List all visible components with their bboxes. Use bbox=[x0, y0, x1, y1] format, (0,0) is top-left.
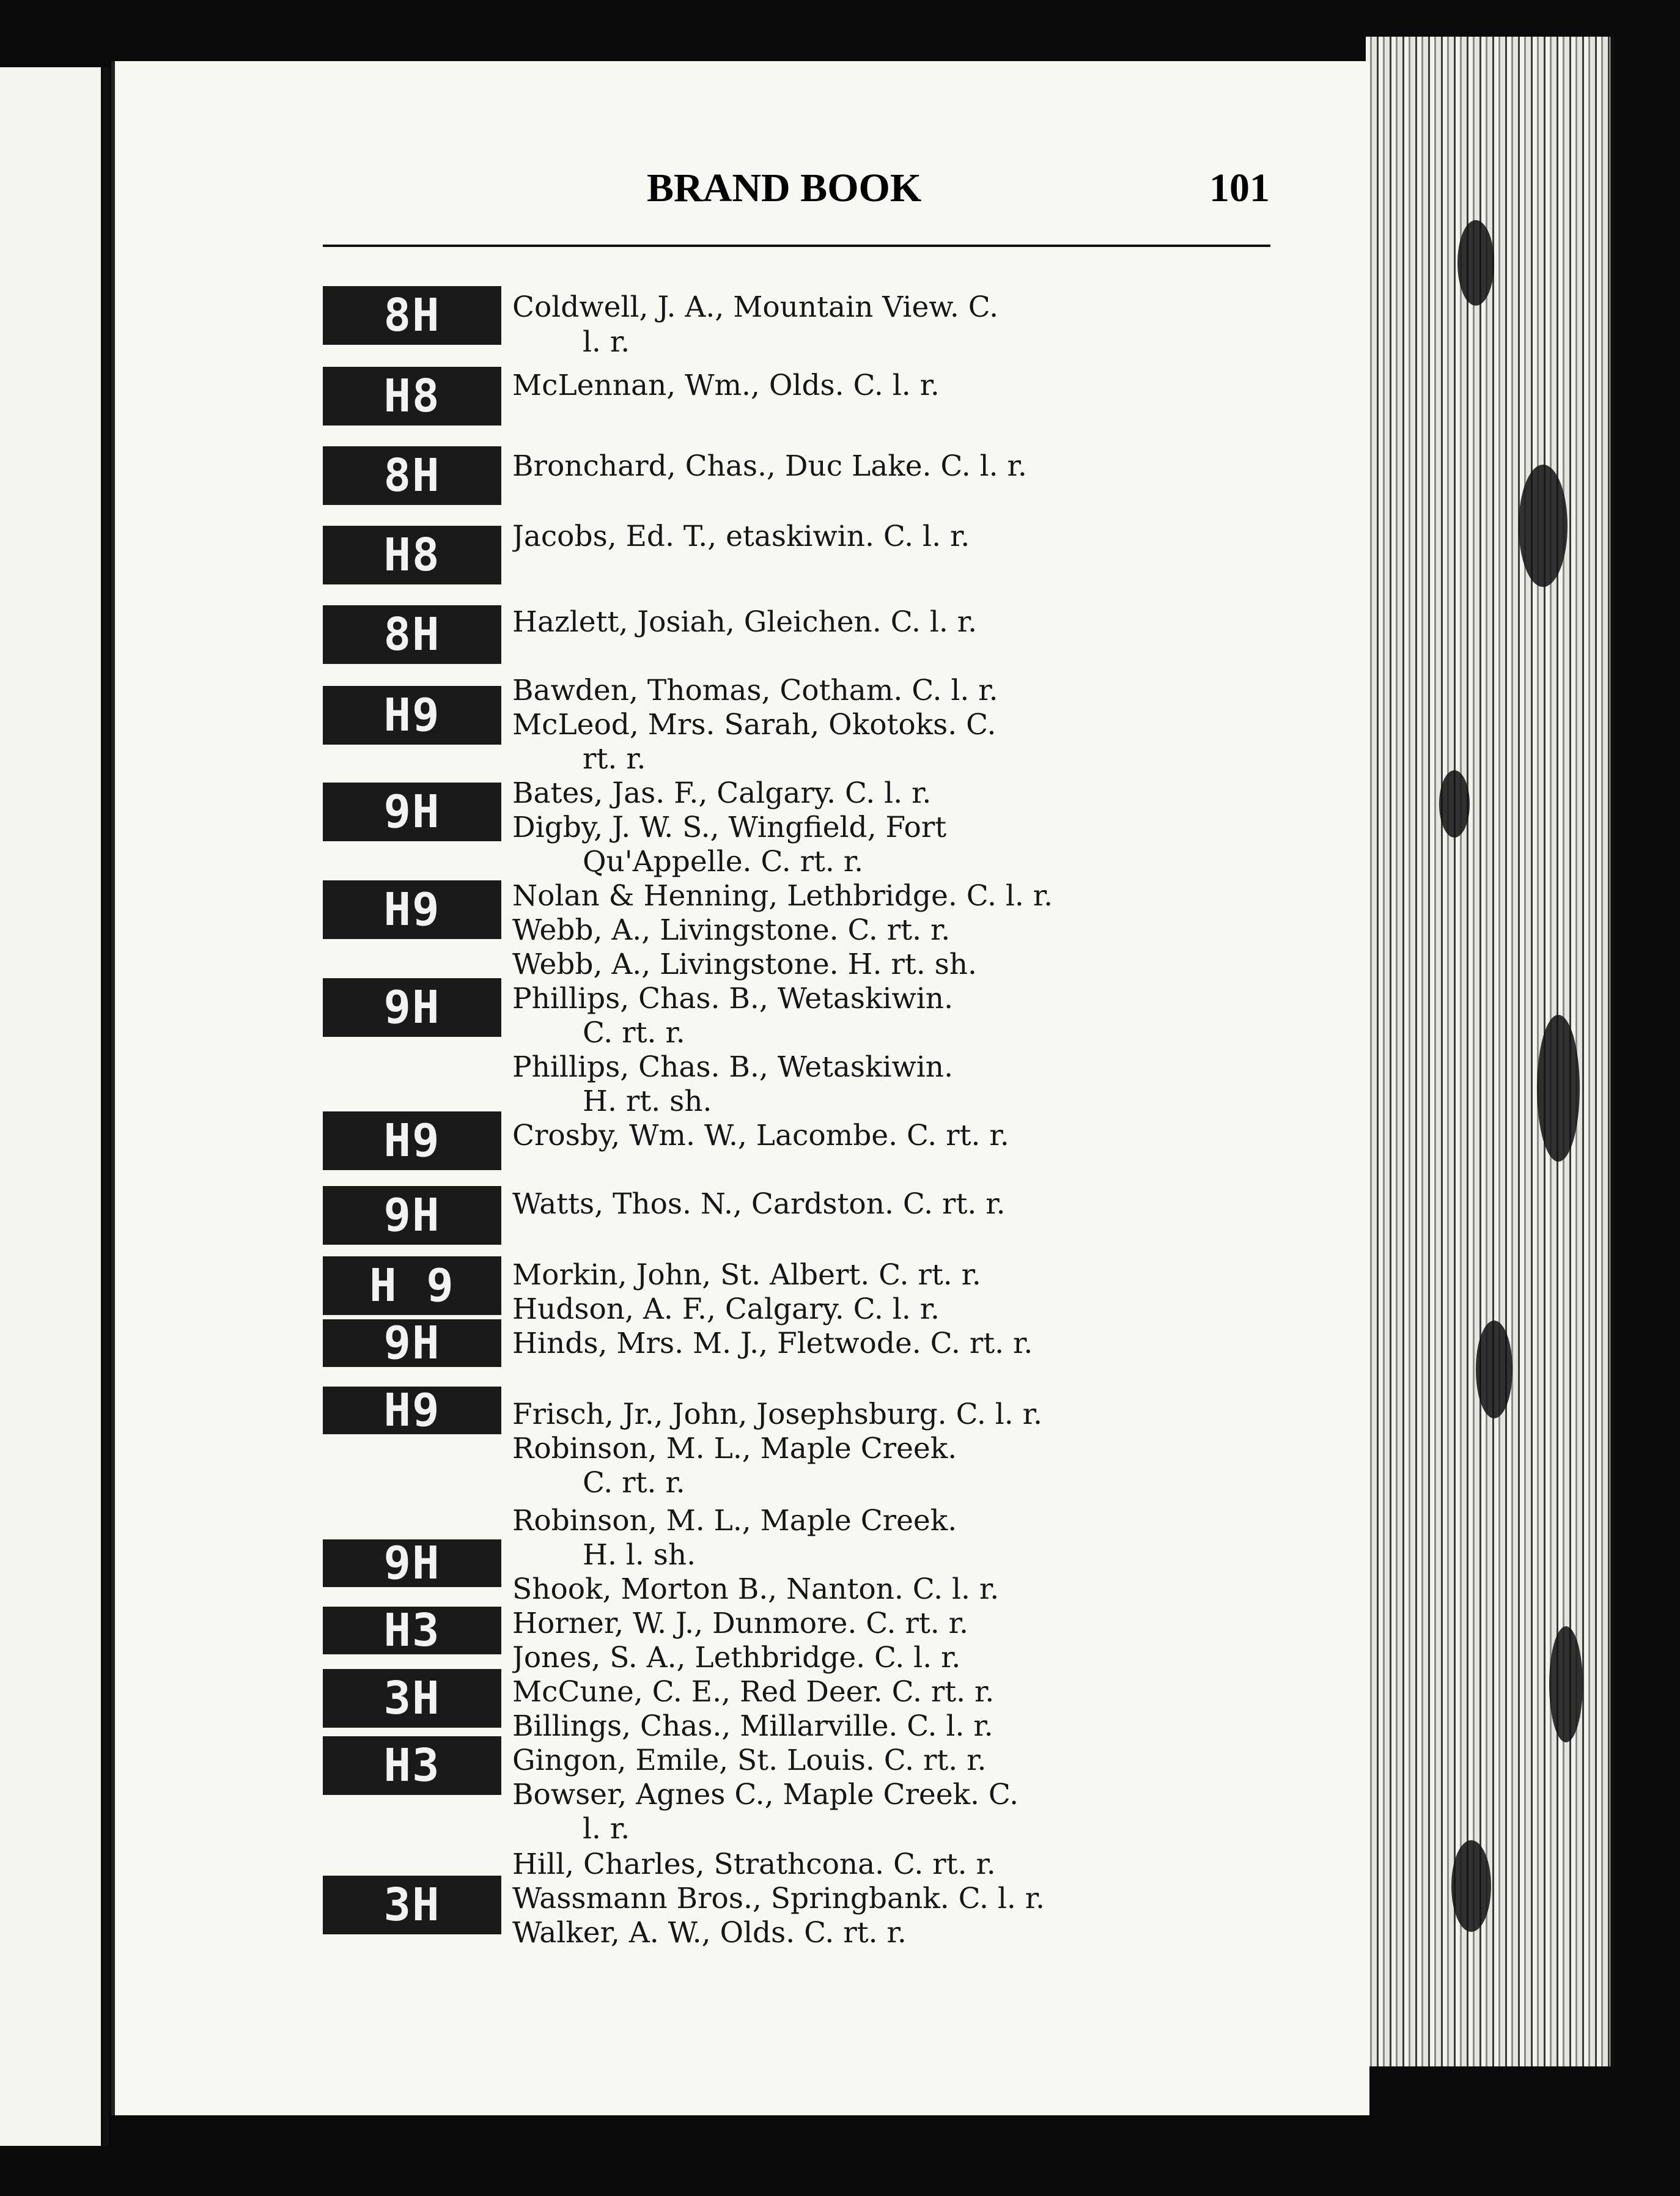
entry-line: Bowser, Agnes C., Maple Creek. C. bbox=[512, 1778, 1019, 1811]
brand-mark: H3 bbox=[323, 1607, 501, 1654]
entry-line: Walker, A. W., Olds. C. rt. r. bbox=[512, 1916, 907, 1950]
entry-line: Crosby, Wm. W., Lacombe. C. rt. r. bbox=[512, 1119, 1009, 1152]
brand-mark: 9H bbox=[323, 1539, 501, 1587]
entry-line: McCune, C. E., Red Deer. C. rt. r. bbox=[512, 1675, 995, 1709]
edge-stain bbox=[1439, 770, 1470, 838]
entry-line: Digby, J. W. S., Wingfield, Fort bbox=[512, 811, 947, 844]
brand-mark: H8 bbox=[323, 526, 501, 584]
entry-line: Wassmann Bros., Springbank. C. l. r. bbox=[512, 1882, 1045, 1915]
entry-line: Webb, A., Livingstone. H. rt. sh. bbox=[512, 948, 977, 981]
entry-line: Hazlett, Josiah, Gleichen. C. l. r. bbox=[512, 605, 978, 639]
entry-line: Morkin, John, St. Albert. C. rt. r. bbox=[512, 1258, 981, 1292]
entry-line: McLennan, Wm., Olds. C. l. r. bbox=[512, 369, 940, 402]
brand-mark: 3H bbox=[323, 1669, 501, 1728]
entry-line: C. rt. r. bbox=[583, 1016, 685, 1050]
entry-line: Qu'Appelle. C. rt. r. bbox=[583, 845, 864, 879]
entry-line: Watts, Thos. N., Cardston. C. rt. r. bbox=[512, 1187, 1006, 1221]
entry-line: Bates, Jas. F., Calgary. C. l. r. bbox=[512, 776, 932, 810]
edge-stain bbox=[1476, 1321, 1512, 1418]
brand-mark: H8 bbox=[323, 367, 501, 426]
entry-line: Robinson, M. L., Maple Creek. bbox=[512, 1432, 957, 1465]
brand-mark: H9 bbox=[323, 1111, 501, 1170]
brand-mark: 3H bbox=[323, 1876, 501, 1934]
entry-line: Webb, A., Livingstone. C. rt. r. bbox=[512, 913, 951, 947]
brand-mark: 8H bbox=[323, 446, 501, 505]
entry-line: Hill, Charles, Strathcona. C. rt. r. bbox=[512, 1848, 996, 1881]
book-fore-edge bbox=[1366, 37, 1614, 2066]
brand-mark: H 9 bbox=[323, 1256, 501, 1315]
entry-line: Bronchard, Chas., Duc Lake. C. l. r. bbox=[512, 449, 1027, 483]
entry-line: Horner, W. J., Dunmore. C. rt. r. bbox=[512, 1607, 968, 1640]
brand-mark: H3 bbox=[323, 1736, 501, 1795]
brand-mark: H9 bbox=[323, 686, 501, 745]
edge-stain bbox=[1549, 1626, 1583, 1742]
entry-line: Jacobs, Ed. T., etaskiwin. C. l. r. bbox=[512, 520, 970, 553]
entry-line: Shook, Morton B., Nanton. C. l. r. bbox=[512, 1572, 1000, 1606]
entry-line: Hudson, A. F., Calgary. C. l. r. bbox=[512, 1292, 940, 1326]
entry-line: Gingon, Emile, St. Louis. C. rt. r. bbox=[512, 1744, 987, 1777]
brand-mark: 8H bbox=[323, 286, 501, 345]
entry-line: Phillips, Chas. B., Wetaskiwin. bbox=[512, 982, 954, 1015]
entry-line: Bawden, Thomas, Cotham. C. l. r. bbox=[512, 674, 998, 707]
gutter-shadow bbox=[103, 67, 109, 2146]
entry-line: Nolan & Henning, Lethbridge. C. l. r. bbox=[512, 879, 1053, 913]
brand-mark: 9H bbox=[323, 1319, 501, 1367]
brand-mark: 9H bbox=[323, 1186, 501, 1245]
entry-line: Robinson, M. L., Maple Creek. bbox=[512, 1504, 957, 1538]
book-page bbox=[111, 61, 1369, 2115]
brand-mark: H9 bbox=[323, 880, 501, 939]
edge-stain bbox=[1451, 1840, 1491, 1932]
brand-mark: 8H bbox=[323, 605, 501, 664]
edge-stain bbox=[1537, 1015, 1580, 1162]
entry-line: Hinds, Mrs. M. J., Fletwode. C. rt. r. bbox=[512, 1327, 1033, 1360]
edge-stain bbox=[1519, 465, 1568, 587]
entry-line: H. rt. sh. bbox=[583, 1085, 712, 1118]
facing-page-edge bbox=[0, 67, 101, 2146]
entry-line: H. l. sh. bbox=[583, 1538, 696, 1572]
page-number: 101 bbox=[1209, 166, 1270, 210]
page-title: BRAND BOOK bbox=[647, 166, 922, 210]
entry-line: Coldwell, J. A., Mountain View. C. bbox=[512, 290, 999, 324]
entry-line: l. r. bbox=[583, 325, 630, 359]
entry-line: McLeod, Mrs. Sarah, Okotoks. C. bbox=[512, 708, 997, 742]
brand-entries bbox=[115, 61, 1369, 2115]
entry-line: Jones, S. A., Lethbridge. C. l. r. bbox=[512, 1641, 961, 1675]
brand-mark: H9 bbox=[323, 1387, 501, 1434]
brand-mark: 9H bbox=[323, 783, 501, 841]
entry-line: Billings, Chas., Millarville. C. l. r. bbox=[512, 1709, 993, 1743]
entry-line: Frisch, Jr., John, Josephsburg. C. l. r. bbox=[512, 1398, 1042, 1431]
entry-line: l. r. bbox=[583, 1812, 630, 1846]
entry-line: C. rt. r. bbox=[583, 1466, 685, 1500]
entry-line: Phillips, Chas. B., Wetaskiwin. bbox=[512, 1050, 954, 1084]
edge-stain bbox=[1457, 220, 1494, 306]
entry-line: rt. r. bbox=[583, 742, 646, 776]
brand-mark: 9H bbox=[323, 978, 501, 1037]
